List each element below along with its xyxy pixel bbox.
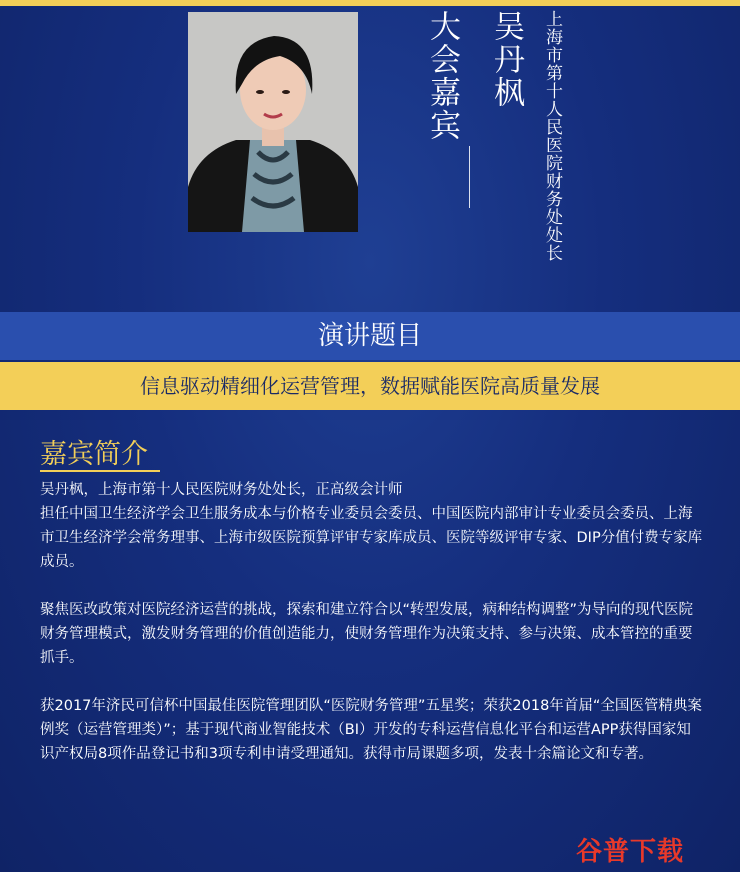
guest-title: 上海市第十人民医院财务处处长 (542, 10, 562, 262)
topic-text: 信息驱动精细化运营管理，数据赋能医院高质量发展 (140, 374, 600, 398)
bio-line-roles: 担任中国卫生经济学会卫生服务成本与价格专业委员会委员、中国医院内部审计专业委员会委员、上海市卫生经济学会常务理事、上海市级医院预算评审专家库成员、医院等级评审专家、DIP分值付费专家库成员。 (40, 506, 703, 570)
guest-label: 大会嘉宾 (424, 10, 460, 142)
bio-section (40, 478, 704, 790)
guest-portrait (188, 12, 358, 232)
guest-name: 吴丹枫 (488, 10, 524, 109)
vertical-divider (469, 146, 470, 208)
portrait-illustration (188, 12, 358, 232)
top-accent-strip (0, 0, 740, 6)
bio-paragraph-2: 聚焦医改政策对医院经济运营的挑战，探索和建立符合以“转型发展，病种结构调整”为导向的现代医院财务管理模式，激发财务管理的价值创造能力，使财务管理作为决策支持、参与决策、成本管控的重要抓手。 (40, 602, 694, 666)
bio-paragraph-1 (40, 478, 704, 574)
intro-underline (40, 470, 160, 472)
intro-heading: 嘉宾简介 (40, 439, 148, 470)
bio-paragraph-3: 获2017年济民可信杯中国最佳医院管理团队“医院财务管理”五星奖；荣获2018年首届“全国医管精典案例奖（运营管理类）”；基于现代商业智能技术（BI）开发的专科运营信息化平台和运营APP获得国家知识产权局8项作品登记书和3项专利申请受理通知。获得市局课题多项，发表十余篇论文和专著。 (40, 698, 702, 762)
topic-heading: 演讲题目 (317, 321, 422, 351)
bio-line-name: 吴丹枫，上海市第十人民医院财务处处长，正高级会计师 (40, 482, 403, 498)
watermark-logo: 谷普下载 (575, 837, 684, 867)
